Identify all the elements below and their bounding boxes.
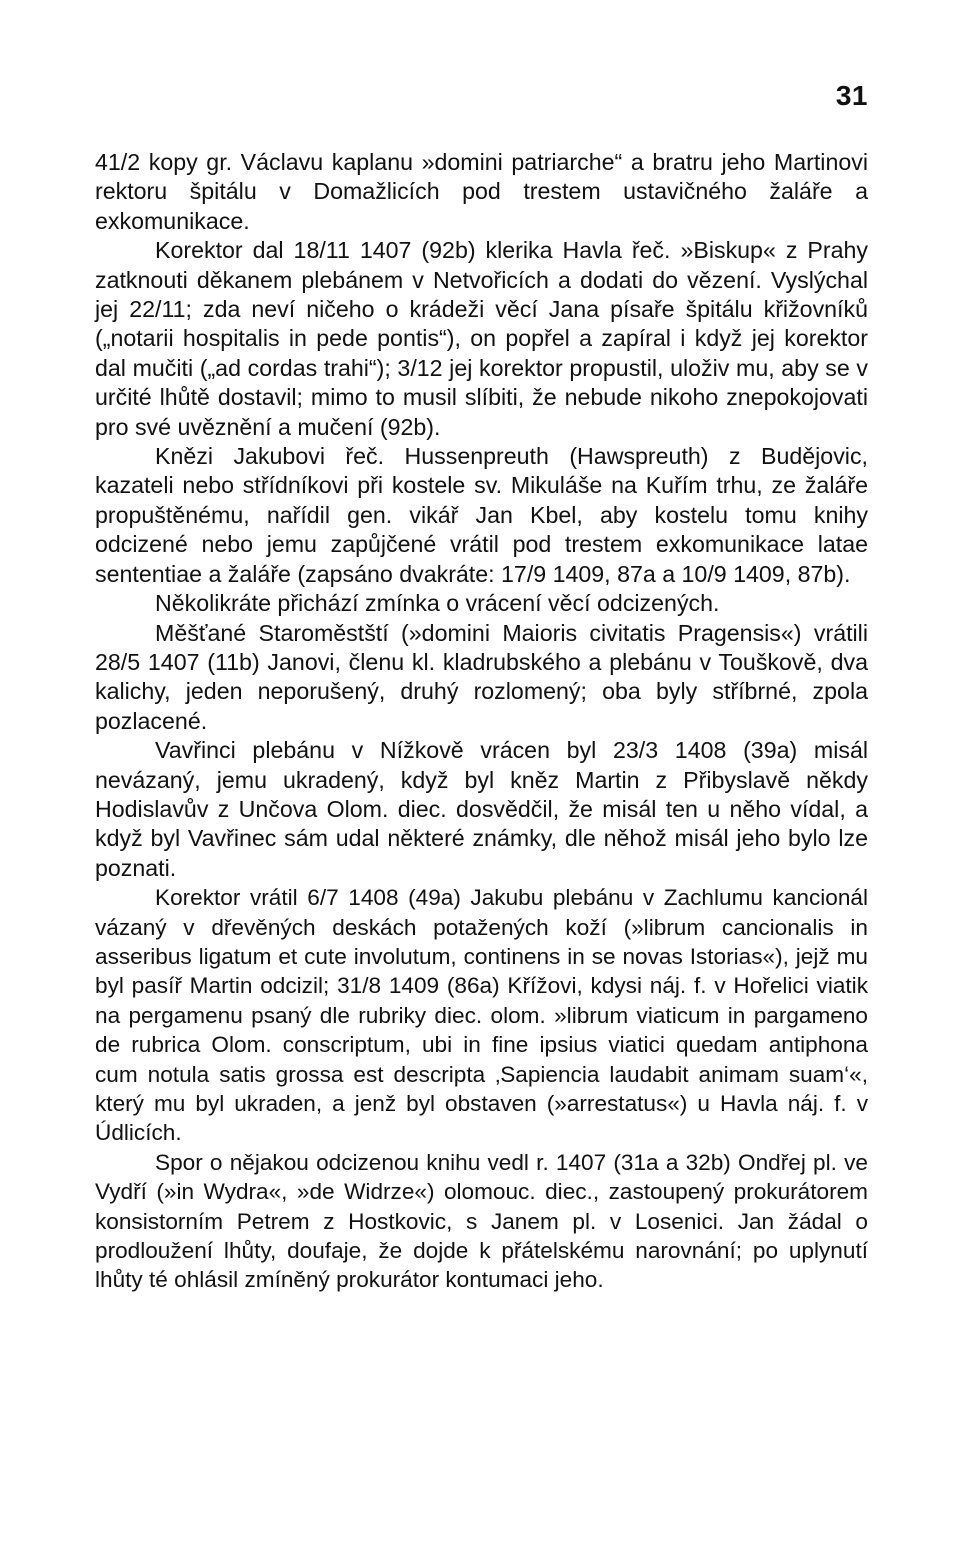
page-body xyxy=(95,148,868,1295)
paragraph-2: Korektor dal 18/11 1407 (92b) klerika Havla řeč. »Biskup« z Prahy zatknouti děkanem plebánem v Netvořicích a dodati do vězení. Vyslýchal jej 22/11; zda neví ničeho o krádeži věcí Jana písaře špitálu křižovníků („notarii hospitalis in pede pontis“), on popřel a zapíral i když jej korektor dal mučiti („ad cordas trahi“); 3/12 jej korektor propustil, uloživ mu, aby se v určité lhůtě dostavil; mimo to musil slíbiti, že nebude nikoho znepokojovati pro své uvěznění a mučení (92b). xyxy=(95,237,868,440)
paragraph-4: Několikráte přichází zmínka o vrácení věcí odcizených. xyxy=(155,590,720,617)
paragraph-1: 41/2 kopy gr. Václavu kaplanu »domini patriarche“ a bratru jeho Martinovi rektoru špitálu v Domažlicích pod trestem ustavičného žaláře a exkomunikace. xyxy=(95,149,868,234)
paragraph-5: Měšťané Staroměstští (»domini Maioris civitatis Pragensis«) vrátili 28/5 1407 (11b) Janovi, členu kl. kladrubského a plebánu v Touškově, dva kalichy, jeden neporušený, druhý rozlomený; oba byly stříbrné, zpola pozlacené. xyxy=(95,619,868,734)
paragraph-6: Vavřinci plebánu v Nížkově vrácen byl 23/3 1408 (39a) misál nevázaný, jemu ukradený, když byl kněz Martin z Přibyslavě někdy Hodislavův z Unčova Olom. diec. dosvědčil, že misál ten u něho vídal, a když byl Vavřinec sám udal některé známky, dle něhož misál jeho bylo lze poznati. xyxy=(95,737,868,881)
paragraph-7: Korektor vrátil 6/7 1408 (49a) Jakubu plebánu v Zachlumu kancionál vázaný v dřevěných deskách potažených koží (»librum cancionalis in asseribus ligatum et cute involutum, continens in se novas Istorias«), jejž mu byl pasíř Martin odcizil; 31/8 1409 (86a) Křížovi, kdysi náj. f. v Hořelici viatik na pergamenu psaný dle rubriky diec. olom. »librum viaticum in pargameno de rubrica Olom. conscriptum, ubi in fine ipsius viatici quedam antiphona cum notula satis grossa est descripta ‚Sapiencia laudabit animam suam‘«, který mu byl ukraden, a jenž byl obstaven (»arrestatus«) u Havla náj. f. v Údlicích. xyxy=(95,885,868,1146)
paragraph-3: Knězi Jakubovi řeč. Hussenpreuth (Hawspreuth) z Budějovic, kazateli nebo střídníkovi při kostele sv. Mikuláše na Kuřím trhu, ze žaláře propuštěnému, nařídil gen. vikář Jan Kbel, aby kostelu tomu knihy odcizené nebo jemu zapůjčené vrátil pod trestem exkomunikace latae sententiae a žaláře (zapsáno dvakráte: 17/9 1409, 87a a 10/9 1409, 87b). xyxy=(95,443,868,587)
paragraph-8: Spor o nějakou odcizenou knihu vedl r. 1407 (31a a 32b) Ondřej pl. ve Vydří (»in Wydra«, »de Widrze«) olomouc. diec., zastoupený prokurátorem konsistorním Petrem z Hostkovic, s Janem pl. v Losenici. Jan žádal o prodloužení lhůty, doufaje, že dojde k přátelskému narovnání; po uplynutí lhůty té ohlásil zmíněný prokurátor kontumaci jeho. xyxy=(95,1149,868,1293)
page-number: 31 xyxy=(835,80,868,111)
